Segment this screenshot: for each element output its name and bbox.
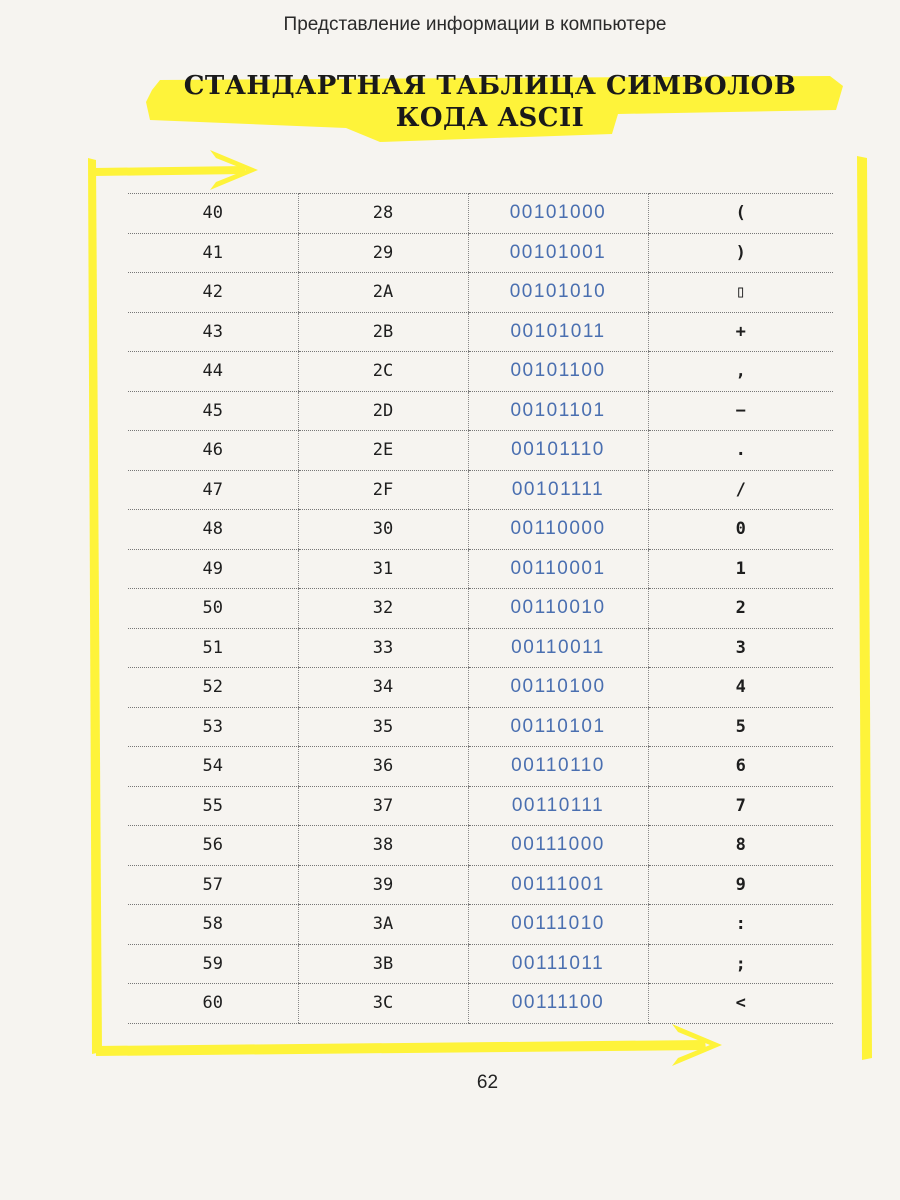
decimal-cell: 55 [128, 786, 298, 826]
hex-cell: 2E [298, 431, 468, 471]
table-row [128, 391, 833, 431]
binary-cell: 00101001 [468, 233, 648, 273]
decimal-cell: 50 [128, 589, 298, 629]
hex-cell: 2A [298, 273, 468, 313]
binary-cell: 00110011 [468, 628, 648, 668]
binary-cell: 00111000 [468, 826, 648, 866]
decimal-cell: 56 [128, 826, 298, 866]
symbol-cell: ▯ [648, 273, 833, 313]
binary-cell: 00101000 [468, 194, 648, 234]
table-row [128, 826, 833, 866]
binary-cell: 00101010 [468, 273, 648, 313]
decimal-cell: 52 [128, 668, 298, 708]
hex-cell: 32 [298, 589, 468, 629]
binary-cell: 00110101 [468, 707, 648, 747]
decimal-cell: 46 [128, 431, 298, 471]
hex-cell: 37 [298, 786, 468, 826]
binary-cell: 00111011 [468, 944, 648, 984]
symbol-cell: 1 [648, 549, 833, 589]
binary-cell: 00110001 [468, 549, 648, 589]
symbol-cell: 4 [648, 668, 833, 708]
decimal-cell: 59 [128, 944, 298, 984]
hex-cell: 3C [298, 984, 468, 1024]
symbol-cell: 7 [648, 786, 833, 826]
table-row [128, 628, 833, 668]
decimal-cell: 45 [128, 391, 298, 431]
decimal-cell: 41 [128, 233, 298, 273]
table-row [128, 233, 833, 273]
table-row [128, 470, 833, 510]
symbol-cell: 2 [648, 589, 833, 629]
table-row [128, 944, 833, 984]
decimal-cell: 57 [128, 865, 298, 905]
table-row [128, 747, 833, 787]
hex-cell: 28 [298, 194, 468, 234]
table-row [128, 312, 833, 352]
binary-cell: 00111010 [468, 905, 648, 945]
decimal-cell: 48 [128, 510, 298, 550]
decimal-cell: 40 [128, 194, 298, 234]
binary-cell: 00101111 [468, 470, 648, 510]
running-header: Представление информации в компьютере [283, 14, 667, 35]
symbol-cell: : [648, 905, 833, 945]
symbol-cell: ; [648, 944, 833, 984]
decimal-cell: 47 [128, 470, 298, 510]
frame-right-bar [857, 156, 872, 1060]
symbol-cell: < [648, 984, 833, 1024]
decimal-cell: 58 [128, 905, 298, 945]
symbol-cell: . [648, 431, 833, 471]
table-row [128, 273, 833, 313]
title-line-2: КОДА ASCII [395, 103, 585, 133]
hex-cell: 29 [298, 233, 468, 273]
table-row [128, 510, 833, 550]
decimal-cell: 54 [128, 747, 298, 787]
table-row [128, 865, 833, 905]
binary-cell: 00101100 [468, 352, 648, 392]
binary-cell: 00110000 [468, 510, 648, 550]
decimal-cell: 60 [128, 984, 298, 1024]
binary-cell: 00110010 [468, 589, 648, 629]
table-row [128, 905, 833, 945]
table-row [128, 707, 833, 747]
binary-cell: 00111100 [468, 984, 648, 1024]
hex-cell: 2C [298, 352, 468, 392]
symbol-cell: , [648, 352, 833, 392]
decimal-cell: 44 [128, 352, 298, 392]
symbol-cell: ( [648, 194, 833, 234]
table-row [128, 194, 833, 234]
decimal-cell: 53 [128, 707, 298, 747]
symbol-cell: / [648, 470, 833, 510]
decimal-cell: 51 [128, 628, 298, 668]
symbol-cell: ) [648, 233, 833, 273]
symbol-cell: 6 [648, 747, 833, 787]
hex-cell: 30 [298, 510, 468, 550]
table-row [128, 549, 833, 589]
frame-top-arrow-line [94, 166, 245, 176]
decimal-cell: 43 [128, 312, 298, 352]
table-row [128, 431, 833, 471]
binary-cell: 00101110 [468, 431, 648, 471]
hex-cell: 2F [298, 470, 468, 510]
symbol-cell: 9 [648, 865, 833, 905]
hex-cell: 2B [298, 312, 468, 352]
table-row [128, 668, 833, 708]
symbol-cell: + [648, 312, 833, 352]
decimal-cell: 49 [128, 549, 298, 589]
binary-cell: 00110100 [468, 668, 648, 708]
binary-cell: 00110111 [468, 786, 648, 826]
table-row [128, 984, 833, 1024]
hex-cell: 2D [298, 391, 468, 431]
table-row [128, 786, 833, 826]
hex-cell: 39 [298, 865, 468, 905]
binary-cell: 00110110 [468, 747, 648, 787]
table-row [128, 589, 833, 629]
decimal-cell: 42 [128, 273, 298, 313]
frame-left-bar [88, 158, 102, 1054]
symbol-cell: − [648, 391, 833, 431]
hex-cell: 35 [298, 707, 468, 747]
hex-cell: 33 [298, 628, 468, 668]
symbol-cell: 8 [648, 826, 833, 866]
hex-cell: 34 [298, 668, 468, 708]
binary-cell: 00111001 [468, 865, 648, 905]
title-line-1: СТАНДАРТНАЯ ТАБЛИЦА СИМВОЛОВ [183, 71, 797, 101]
page-number: 62 [476, 1072, 499, 1093]
binary-cell: 00101101 [468, 391, 648, 431]
symbol-cell: 5 [648, 707, 833, 747]
ascii-table [128, 193, 833, 1024]
binary-cell: 00101011 [468, 312, 648, 352]
symbol-cell: 0 [648, 510, 833, 550]
hex-cell: 3B [298, 944, 468, 984]
frame-bottom-arrow-line [96, 1040, 706, 1056]
hex-cell: 38 [298, 826, 468, 866]
hex-cell: 31 [298, 549, 468, 589]
hex-cell: 36 [298, 747, 468, 787]
table-row [128, 352, 833, 392]
hex-cell: 3A [298, 905, 468, 945]
symbol-cell: 3 [648, 628, 833, 668]
ascii-table-body [128, 194, 833, 1024]
